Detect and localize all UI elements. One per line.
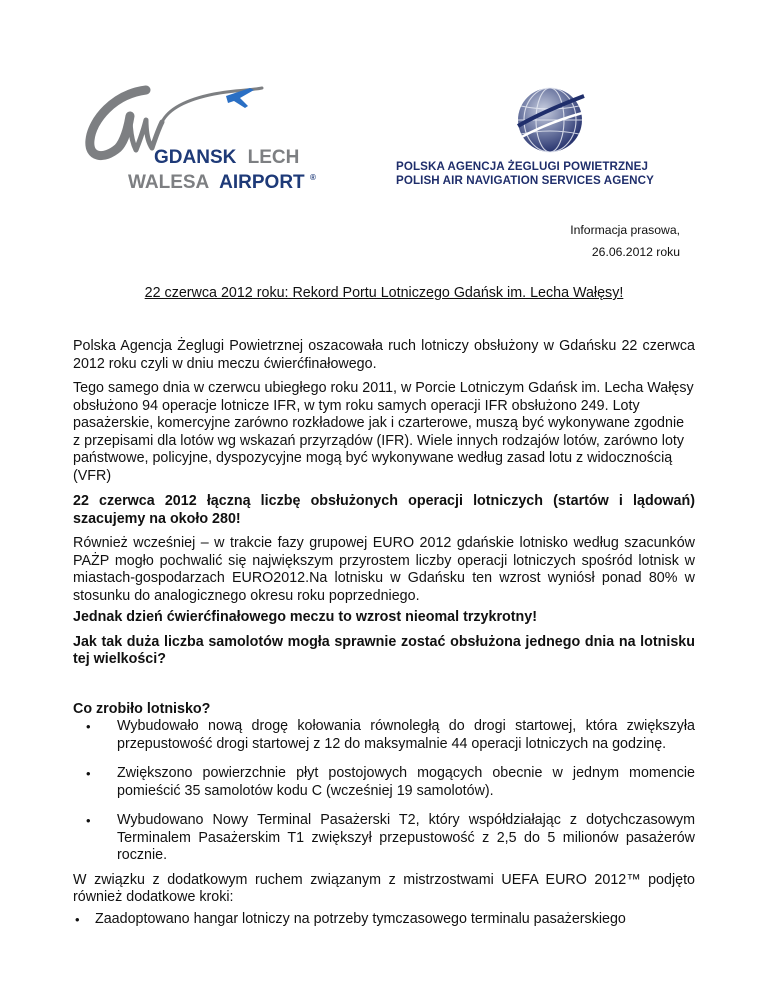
logo-word-lech: LECH	[247, 147, 300, 168]
agency-name-en: POLISH AIR NAVIGATION SERVICES AGENCY	[396, 174, 654, 187]
paragraph-record: 22 czerwca 2012 łączną liczbę obsłużonych operacji lotniczych (startów i lądowań) szacujemy na około 280!	[73, 493, 695, 527]
svg-text:WALESA AIRPORT ®	[128, 172, 316, 193]
bullet-icon: •	[86, 719, 91, 734]
list-item: • Wybudowano Nowy Terminal Pasażerski T2, który współdziałając z dotychczasowym Terminalem Pasażerskim T1 zwiększył przepustowość z 2,5 do 5 milionów pasażerów rocznie.	[86, 812, 695, 863]
press-date: 26.06.2012 roku	[591, 245, 680, 259]
page-title: 22 czerwca 2012 roku: Rekord Portu Lotniczego Gdańsk im. Lecha Wałęsy!	[144, 285, 624, 301]
logo-registered-mark: ®	[309, 173, 316, 182]
bullet-icon: •	[75, 911, 80, 927]
logo-word-walesa: WALESA	[128, 172, 209, 193]
paragraph-question: Jak tak duża liczba samolotów mogła sprawnie zostać obsłużona jednego dnia na lotnisku tej wielkości?	[73, 633, 695, 667]
logo-word-airport: AIRPORT	[219, 172, 305, 193]
section-title: Co zrobiło lotnisko?	[73, 700, 211, 717]
press-release-info	[570, 219, 680, 263]
bullet-icon: •	[86, 766, 91, 781]
paragraph-threefold: Jednak dzień ćwierćfinałowego meczu to wzrost nieomal trzykrotny!	[73, 609, 537, 625]
list-item: • Zwiększono powierzchnie płyt postojowych mogących obecnie w jednym momencie pomieścić 35 samolotów kodu C (wcześniej 19 samolotów).	[86, 765, 695, 799]
agency-name	[396, 160, 706, 188]
bullet-icon: •	[86, 813, 91, 828]
article-body	[73, 338, 695, 928]
paragraph-uefa: W związku z dodatkowym ruchem związanym z mistrzostwami UEFA EURO 2012™ podjęto również dodatkowe kroki:	[73, 871, 695, 905]
paragraph-group-phase: Również wcześniej – w trakcie fazy grupowej EURO 2012 gdańskie lotnisko według szacunków PAŻP mogło pochwalić się największym przyrostem liczby operacji lotniczych spośród lotnisk w miastach-gospodarzach EURO2012.Na lotnisku w Gdańsku ten wzrost wyniósł ponad 80% w stosunku do analogicznego okresu roku poprzedniego.	[73, 535, 695, 604]
paragraph-intro: Polska Agencja Żeglugi Powietrznej oszacowała ruch lotniczy obsłużony w Gdańsku 22 czerwca 2012 roku czyli w dniu meczu ćwierćfinałowego.	[73, 338, 695, 372]
globe-icon	[512, 82, 588, 158]
gdansk-airport-logo	[84, 80, 346, 195]
extra-steps-list	[73, 911, 695, 929]
list-item: • Zaadoptowano hangar lotniczy na potrzeby tymczasowego terminalu pasażerskiego	[75, 910, 626, 927]
paragraph-ifr: Tego samego dnia w czerwcu ubiegłego roku 2011, w Porcie Lotniczym Gdańsk im. Lecha Wałęsy obsłużono 94 operacje lotnicze IFR, w tym roku samych operacji IFR obsłużono 249. Loty pasażerskie, komercyjne zarówno rozkładowe jak i czarterowe, muszą być wykonywane zgodnie z przepisami dla lotów wg wskazań przyrządów (IFR). Wiele innych rodzajów lotów, zarówno loty państwowe, policyjne, dyspozycyjne mogą być wykonywane według zasad lotu z widocznością (VFR)	[73, 380, 694, 484]
logo-word-gdansk: GDANSK	[154, 147, 237, 168]
list-item: • Wybudowało nową drogę kołowania równoległą do drogi startowej, która zwiększyła przepustowość drogi startowej z 12 do maksymalnie 44 operacji lotniczych na godzinę.	[86, 718, 695, 752]
press-label: Informacja prasowa,	[570, 223, 680, 237]
agency-name-pl: POLSKA AGENCJA ŻEGLUGI POWIETRZNEJ	[396, 160, 649, 173]
airport-actions-list	[73, 718, 695, 865]
svg-text:GDANSK LECH	[154, 147, 299, 168]
